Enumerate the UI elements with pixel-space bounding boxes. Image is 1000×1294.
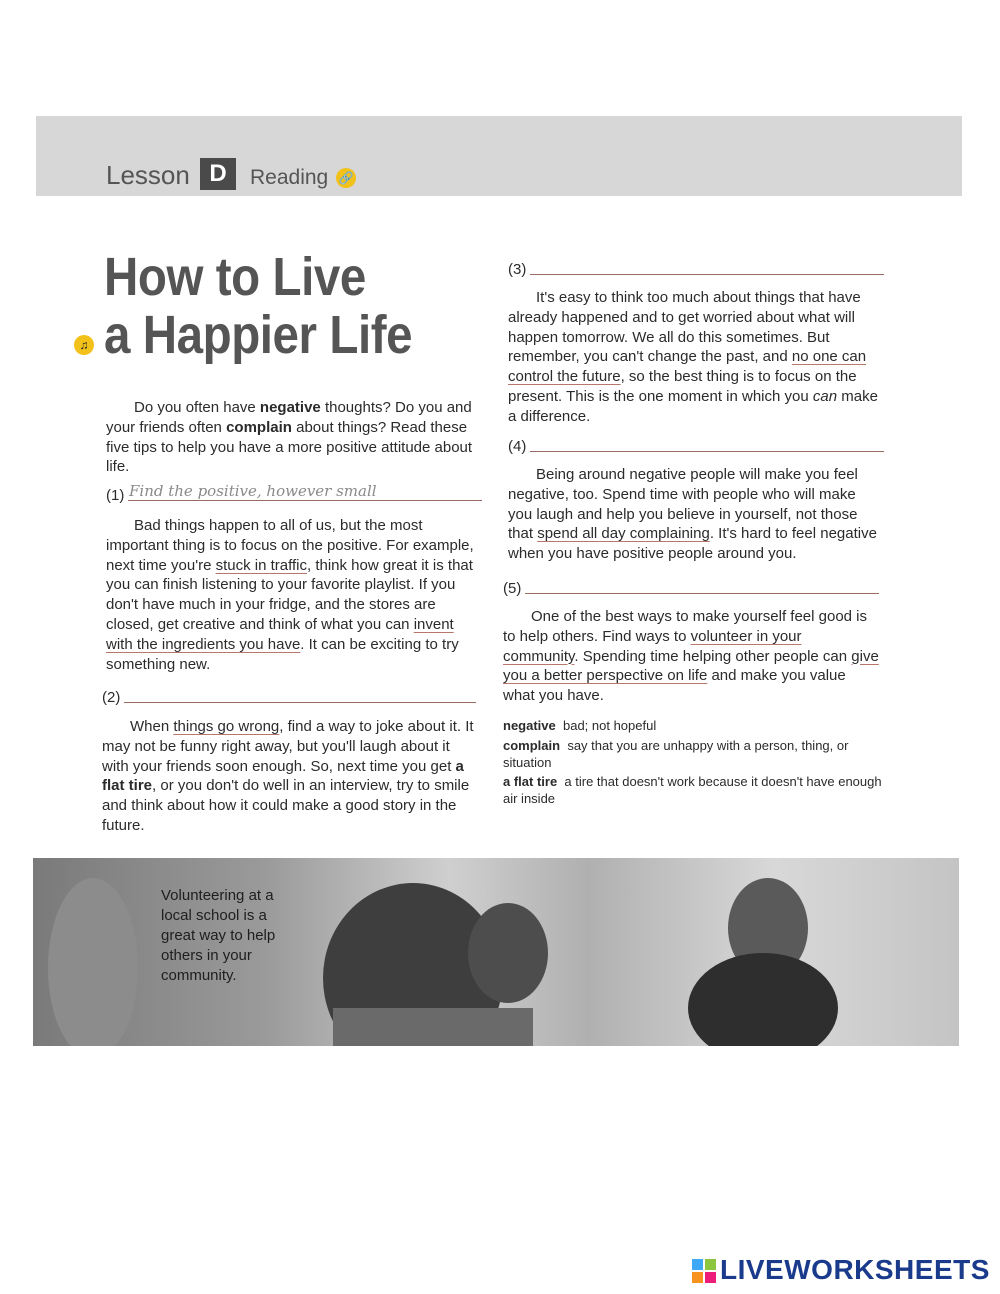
lesson-label: Lesson <box>106 160 190 190</box>
tip-1-answer-line[interactable] <box>128 500 482 501</box>
glossary-term: complain <box>503 738 561 753</box>
volunteer-photo <box>33 858 959 1046</box>
tip-3-text-3: make a difference. <box>508 387 878 425</box>
photo-man-shoulder <box>333 1008 533 1046</box>
tip-3-text-2: , so the best thing is to focus on the present. This is the one moment in which you <box>508 368 857 405</box>
tip-1-text-2: , think how great it is that you can finish listening to your favorite playlist. If you don't have much in your fridge, and the stores are closed, get creative and think of what you can <box>106 556 473 633</box>
tip-2-underline-1: things go wrong <box>173 718 280 735</box>
glossary-entry-negative <box>503 717 893 734</box>
tip-5-paragraph <box>503 607 881 706</box>
audio-note-icon[interactable]: ♫ <box>74 335 94 355</box>
liveworksheets-logo-icon <box>692 1259 716 1283</box>
tip-2-answer-line[interactable] <box>124 702 476 703</box>
tip-2-number: (2) <box>102 689 121 706</box>
tip-3-answer-line[interactable] <box>530 274 884 275</box>
tip-4-heading <box>508 438 884 455</box>
tip-2-heading <box>102 689 478 706</box>
tip-3-heading <box>508 261 884 278</box>
tip-3-text-1: It's easy to think too much about things that have already happened and to get worried about what will happen tomorrow. We all do this sometimes. But remember, you can't change the past, and <box>508 289 861 366</box>
glossary-entry-complain <box>503 737 893 771</box>
tip-4-text-2: . It's hard to feel negative when you have positive people around you. <box>508 525 877 563</box>
tip-5-text-2: . Spending time helping other people can <box>574 647 852 665</box>
intro-text-3: about things? Read these five tips to help you have a more positive attitude about life. <box>106 418 473 476</box>
tip-3-underline-1: no one can control the future <box>508 348 867 386</box>
photo-figure-left <box>48 878 138 1046</box>
tip-3-number: (3) <box>508 261 527 278</box>
tip-1-underline-1: stuck in traffic <box>215 556 307 574</box>
lesson-header <box>36 116 962 196</box>
section-label: Reading <box>250 166 329 189</box>
intro-bold-complain: complain <box>226 418 292 436</box>
link-icon[interactable]: 🔗 <box>336 168 356 188</box>
article-title <box>104 248 412 364</box>
glossary-term: negative <box>503 718 556 733</box>
tip-1-text-1: Bad things happen to all of us, but the most important thing is to focus on the positive. For example, next time you're <box>106 517 474 574</box>
tip-1-number: (1) <box>106 487 125 504</box>
tip-4-number: (4) <box>508 438 527 455</box>
tip-3-italic-can: can <box>812 387 838 405</box>
photo-caption: Volunteering at a local school is a great way to help others in your community. <box>161 887 276 984</box>
glossary-definition: say that you are unhappy with a person, thing, or situation <box>503 738 849 770</box>
tip-2-text-1: When <box>130 718 174 735</box>
title-line-2: a Happier Life <box>104 305 413 365</box>
tip-2-paragraph <box>102 717 474 836</box>
tip-1-text-3: . It can be exciting to try something new. <box>106 635 459 673</box>
tip-1-underline-2: invent with the ingredients you have <box>106 615 454 653</box>
intro-text-2: thoughts? Do you and your friends often <box>106 399 472 436</box>
glossary-entry-flat-tire <box>503 773 893 807</box>
tip-2-text-2: , find a way to joke about it. It may not be funny right away, but you'll laugh about it with your friends soon enough. So, next time you get <box>102 718 474 775</box>
tip-5-number: (5) <box>503 580 522 597</box>
tip-4-underline-1: spend all day complaining <box>537 525 710 543</box>
tip-4-answer-line[interactable] <box>530 451 884 452</box>
glossary-term: a flat tire <box>503 774 558 789</box>
glossary-definition: a tire that doesn't work because it doesn't have enough air inside <box>503 774 882 806</box>
tip-1-answer[interactable]: Find the positive, however small <box>129 482 377 500</box>
photo-child-head <box>468 903 548 1003</box>
glossary-definition: bad; not hopeful <box>562 718 657 733</box>
tip-4-paragraph <box>508 465 884 564</box>
lesson-letter-badge: D <box>200 158 236 190</box>
photo-girl-braids <box>688 953 838 1046</box>
tip-1-paragraph <box>106 516 478 674</box>
intro-text-1: Do you often have <box>134 399 260 416</box>
tip-5-underline-2: give you a better perspective on life <box>503 647 879 685</box>
tip-5-heading <box>503 580 879 597</box>
tip-2-bold-flat-tire: a flat tire <box>102 757 464 795</box>
tip-5-answer-line[interactable] <box>525 593 879 594</box>
tip-4-text-1: Being around negative people will make you feel negative, too. Spend time with people who will make you laugh and help you believe in yourself, not those that <box>508 466 858 543</box>
intro-bold-negative: negative <box>259 399 321 416</box>
liveworksheets-brand[interactable]: LIVEWORKSHEETS <box>720 1254 990 1285</box>
tip-5-text-3: and make you value what you have. <box>503 667 846 705</box>
intro-paragraph <box>106 398 478 477</box>
tip-5-underline-1: volunteer in your community <box>503 627 802 665</box>
tip-2-text-3: , or you don't do well in an interview, try to smile and think about how it could make a good story in the future. <box>102 777 470 834</box>
title-line-1: How to Live <box>104 247 366 307</box>
tip-5-text-1: One of the best ways to make yourself feel good is to help others. Find ways to <box>503 608 868 645</box>
tip-3-paragraph <box>508 288 884 427</box>
